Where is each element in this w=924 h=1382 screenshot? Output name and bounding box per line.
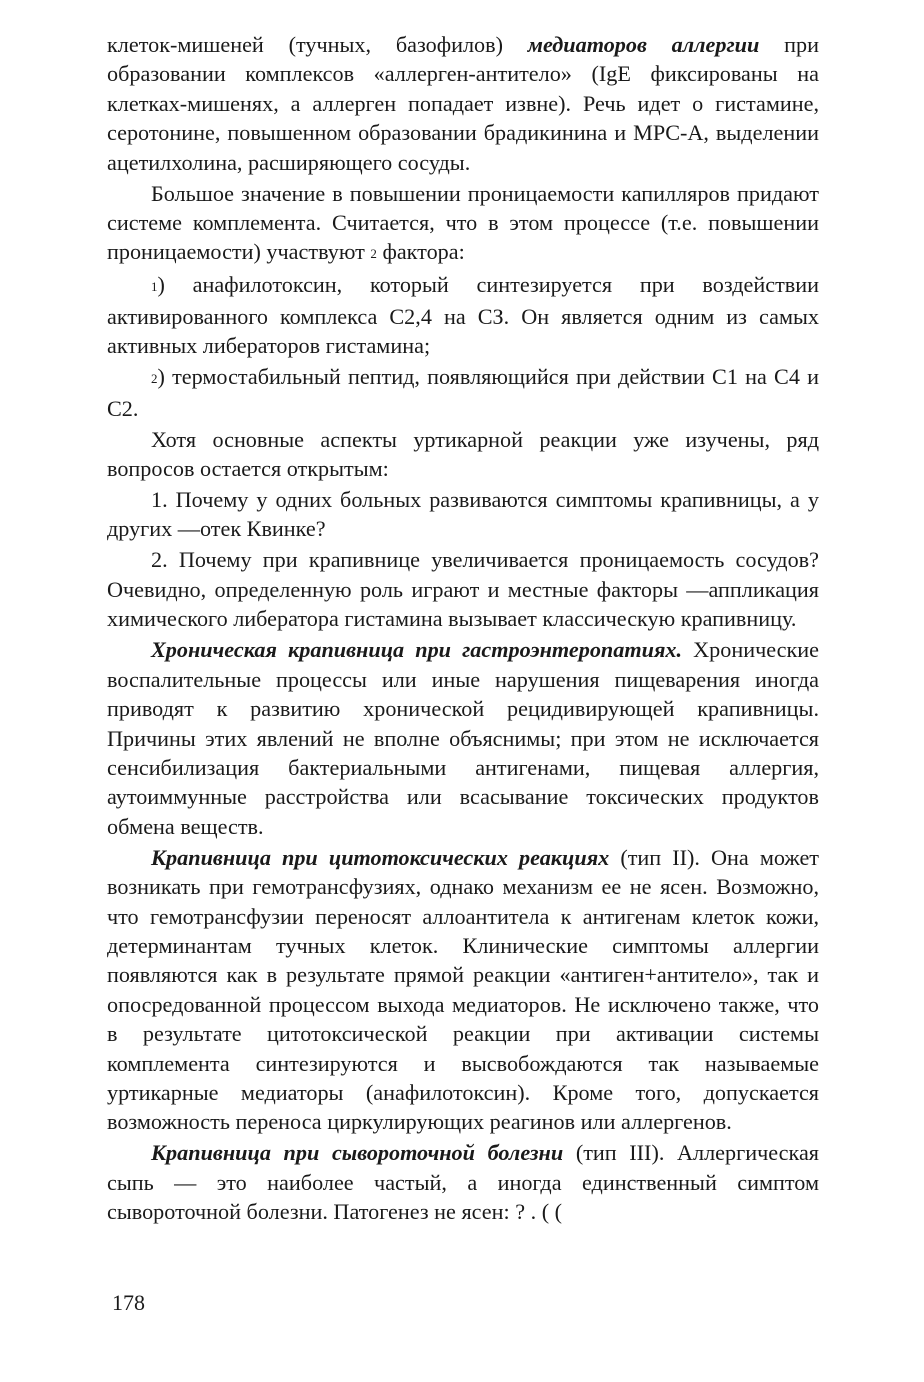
- section-chronic-urticaria: Хроническая крапивница при гастроэнтеропатиях. Хронические воспалительные процессы или иные нарушения пищеварения иногда приводят к развитию хронической рецидивирующей крапивницы. Причины этих явлений не вполне объяснимы; при этом не исключается сенсибилизация бактериальными антигенами, пищевая аллергия, аутоиммунные расстройства или всасывание токсических продуктов обмена веществ.: [107, 637, 819, 839]
- page-body: [107, 30, 819, 1228]
- term-allergy-mediators: медиаторов аллергии: [527, 32, 760, 57]
- paragraph-open-questions: Хотя основные аспекты уртикарной реакции уже изучены, ряд вопросов остается открытым:: [107, 426, 819, 482]
- list-number: 1: [151, 279, 158, 295]
- paragraph-2: Большое значение в повышении проницаемости капилляров придают системе комплемента. Считается, что в этом процессе (т.е. повышении проницаемости) участвуют 2 фактора:: [107, 180, 819, 265]
- section-heading: Крапивница при цитотоксических реакциях: [151, 844, 610, 870]
- section-heading: Хроническая крапивница при гастроэнтеропатиях.: [151, 637, 683, 663]
- factor-count: 2: [370, 246, 377, 262]
- section-serum-sickness-urticaria: Крапивница при сывороточной болезни (тип III). Аллергическая сыпь — это наиболее частый, а иногда единственный симптом сывороточной болезни. Патогенез не ясен: ? . ( (: [107, 1140, 819, 1225]
- page-number: 178: [112, 1290, 145, 1315]
- paragraph-1: клеток-мишеней (тучных, базофилов) медиаторов аллергии при образовании комплексов «аллерген-антитело» (IgE фиксированы на клетках-мишенях, а аллерген попадает извне). Речь идет о гистамине, серотонине, повышенном образовании брадикинина и MPC-A, выделении ацетилхолина, расширяющего сосуды.: [107, 32, 820, 175]
- section-heading: Крапивница при сывороточной болезни: [151, 1140, 564, 1166]
- list-number: 2: [151, 371, 158, 387]
- section-cytotoxic-urticaria: Крапивница при цитотоксических реакциях (тип II). Она может возникать при гемотрансфузиях, однако механизм ее не ясен. Возможно, что гемотрансфузии переносят аллоантитела к антигенам клеток кожи, детерминантам тучных клеток. Клинические симптомы аллергии появляются как в результате прямой реакции «антиген+антитело», так и опосредованной процессом выхода медиаторов. Не исключено также, что в результате цитотоксической реакции при активации системы комплемента синтезируются и высвобождаются так называемые уртикарные медиаторы (анафилотоксин). Кроме того, допускается возможность переноса циркулирующих реагинов или аллергенов.: [107, 844, 819, 1135]
- list-item-2: 2) термостабильный пептид, появляющийся при действии С1 на С4 и С2.: [107, 364, 819, 421]
- question-2: 2. Почему при крапивнице увеличивается проницаемость сосудов? Очевидно, определенную роль играют и местные факторы —аппликация химического либератора гистамина вызывает классическую крапивницу.: [107, 547, 819, 632]
- question-1: 1. Почему у одних больных развиваются симптомы крапивницы, а у других —отек Квинке?: [107, 487, 819, 542]
- list-item-1: 1) анафилотоксин, который синтезируется при воздействии активированного комплекса С2,4 на СЗ. Он является одним из самых активных либераторов гистамина;: [107, 272, 819, 359]
